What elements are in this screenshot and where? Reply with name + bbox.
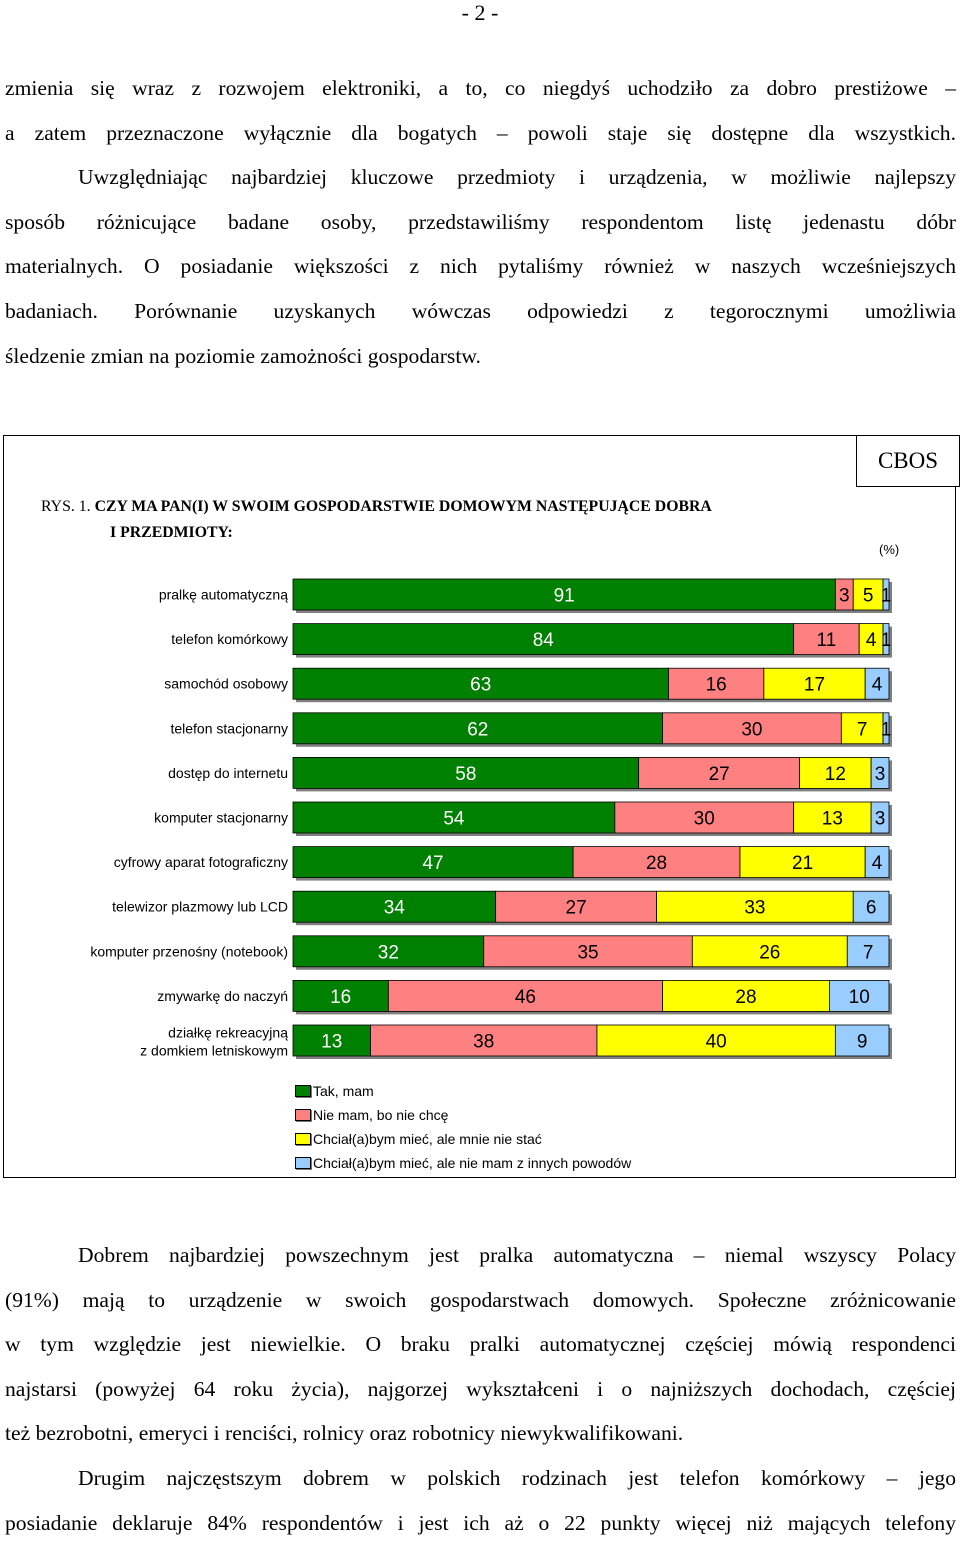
data-label: 62 xyxy=(467,719,489,741)
legend-swatch xyxy=(295,1085,311,1097)
data-label: 47 xyxy=(422,853,444,875)
category-label: telewizor plazmowy lub LCD xyxy=(112,898,288,915)
data-label: 4 xyxy=(865,630,877,652)
text-line: najstarsi (powyżej 64 roku życia), najgorzej wykształceni i o najniższych dochodach, częściej xyxy=(5,1376,956,1401)
text-line: badaniach. Porównanie uzyskanych wówczas odpowiedzi z tegorocznymi umożliwia xyxy=(5,298,956,323)
data-label: 1 xyxy=(880,630,892,652)
data-label: 30 xyxy=(741,719,763,741)
legend-label: Chciał(a)bym mieć, ale nie mam z innych powodów xyxy=(313,1155,632,1171)
data-label: 5 xyxy=(862,585,874,607)
data-label: 27 xyxy=(565,897,587,919)
data-label: 3 xyxy=(874,808,886,830)
data-label: 13 xyxy=(821,808,843,830)
text-line: (91%) mają to urządzenie w swoich gospodarstwach domowych. Społeczne zróżnicowanie xyxy=(5,1287,956,1312)
data-label: 40 xyxy=(705,1031,727,1053)
data-label: 7 xyxy=(862,942,874,964)
category-label: telefon komórkowy xyxy=(171,631,288,648)
data-label: 9 xyxy=(856,1031,868,1053)
category-label: działkę rekreacyjną xyxy=(168,1024,288,1041)
data-label: 28 xyxy=(645,853,668,875)
data-label: 4 xyxy=(871,674,883,696)
data-label: 32 xyxy=(377,942,399,964)
category-label: dostęp do internetu xyxy=(168,764,288,781)
data-label: 46 xyxy=(514,986,537,1008)
data-label: 91 xyxy=(553,585,575,607)
category-label: z domkiem letniskowym xyxy=(140,1042,288,1059)
data-label: 27 xyxy=(708,763,730,785)
legend-label: Tak, mam xyxy=(313,1083,374,1099)
data-label: 6 xyxy=(865,897,877,919)
category-label: samochód osobowy xyxy=(164,675,288,692)
paragraph-bottom xyxy=(5,1233,956,1545)
stacked-bar-chart xyxy=(4,436,954,1076)
source-label: CBOS xyxy=(856,435,960,487)
text-line: Uwzględniając najbardziej kluczowe przedmioty i urządzenia, w możliwie najlepszy xyxy=(78,165,956,190)
data-label: 63 xyxy=(470,674,492,696)
legend-item xyxy=(295,1151,631,1175)
text-line: a zatem przeznaczone wyłącznie dla bogatych – powoli staje się dostępne dla wszystkich. xyxy=(5,120,956,145)
data-label: 84 xyxy=(532,630,554,652)
category-label: komputer przenośny (notebook) xyxy=(90,943,288,960)
text-line: śledzenie zmian na poziomie zamożności gospodarstw. xyxy=(5,343,481,368)
data-label: 1 xyxy=(880,719,892,741)
data-label: 1 xyxy=(880,585,892,607)
figure-title-line2: I PRZEDMIOTY: xyxy=(110,524,233,541)
chart-legend xyxy=(295,1079,631,1175)
data-label: 30 xyxy=(693,808,715,830)
category-label: pralkę automatyczną xyxy=(158,586,288,603)
text-line: sposób różnicujące badane osoby, przedstawiliśmy respondentom listę jedenastu dóbr xyxy=(5,209,956,234)
data-label: 54 xyxy=(443,808,465,830)
data-label: 7 xyxy=(856,719,868,741)
data-label: 10 xyxy=(848,986,870,1008)
data-label: 33 xyxy=(744,897,766,919)
text-line: materialnych. O posiadanie większości z nich pytaliśmy również w naszych wcześniejszych xyxy=(5,254,956,279)
data-label: 28 xyxy=(735,986,757,1008)
data-label: 3 xyxy=(839,585,850,607)
figure-title-line1: CZY MA PAN(I) W SWOIM GOSPODARSTWIE DOMOWYM NASTĘPUJĄCE DOBRA xyxy=(94,498,712,515)
legend-item xyxy=(295,1127,631,1151)
legend-item xyxy=(295,1079,631,1103)
category-label: telefon stacjonarny xyxy=(170,720,288,737)
category-label: zmywarkę do naczyń xyxy=(157,987,288,1004)
page-number: - 2 - xyxy=(461,0,499,25)
legend-label: Nie mam, bo nie chcę xyxy=(313,1107,449,1123)
legend-swatch xyxy=(295,1157,311,1169)
data-label: 26 xyxy=(759,942,781,964)
legend-label: Chciał(a)bym mieć, ale mnie nie stać xyxy=(313,1131,542,1147)
unit-label: (%) xyxy=(879,542,900,557)
text-line: zmienia się wraz z rozwojem elektroniki, a to, co niegdyś uchodziło za dobro prestiżowe – xyxy=(5,76,956,100)
text-line: Drugim najczęstszym dobrem w polskich rodzinach jest telefon komórkowy – jego xyxy=(78,1465,956,1490)
data-label: 58 xyxy=(455,763,477,785)
data-label: 34 xyxy=(383,897,405,919)
data-label: 16 xyxy=(330,986,352,1008)
data-label: 16 xyxy=(705,674,727,696)
paragraph-top xyxy=(5,66,956,378)
data-label: 3 xyxy=(874,763,886,785)
data-label: 13 xyxy=(321,1031,343,1053)
category-label: komputer stacjonarny xyxy=(154,809,288,826)
data-label: 17 xyxy=(803,674,826,696)
data-label: 35 xyxy=(577,942,599,964)
legend-swatch xyxy=(295,1133,311,1145)
text-line: posiadanie deklaruje 84% respondentów i jest ich aż o 22 punkty więcej niż mających telefony xyxy=(5,1510,956,1535)
category-label: cyfrowy aparat fotograficzny xyxy=(113,854,288,871)
figure-label: RYS. 1. xyxy=(41,498,91,515)
figure-box xyxy=(3,435,956,1178)
data-label: 12 xyxy=(824,763,846,785)
text-line: Dobrem najbardziej powszechnym jest pralka automatyczna – niemal wszyscy Polacy xyxy=(78,1243,956,1267)
legend-item xyxy=(295,1103,631,1127)
data-label: 11 xyxy=(816,630,837,652)
data-label: 21 xyxy=(792,853,814,875)
text-line: w tym względzie jest niewielkie. O braku pralki automatycznej częściej mówią respondenci xyxy=(5,1332,956,1357)
legend-swatch xyxy=(295,1109,311,1121)
data-label: 38 xyxy=(473,1031,495,1053)
text-line: też bezrobotni, emeryci i renciści, rolnicy oraz robotnicy niewykwalifikowani. xyxy=(5,1421,684,1446)
data-label: 4 xyxy=(871,853,883,875)
